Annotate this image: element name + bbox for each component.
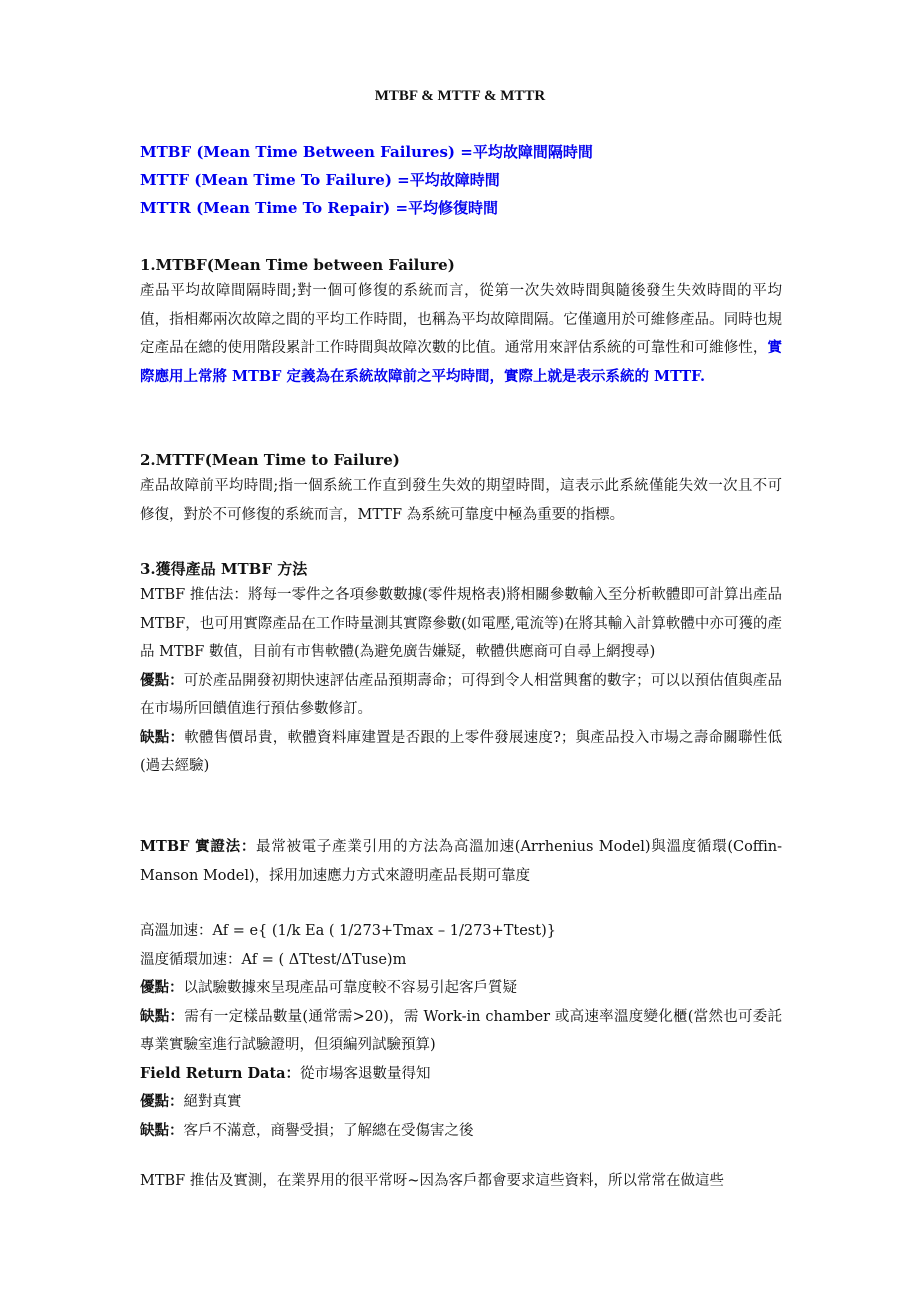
definition-mttr: MTTR (Mean Time To Repair) =平均修復時間 <box>140 199 499 217</box>
pros-text: 可於產品開發初期快速評估產品預期壽命；可得到令人相當興奮的數字；可以以預估值與產品在市場所回饋值進行預估參數修訂。 <box>140 672 782 717</box>
section-heading: 3.獲得產品 MTBF 方法 <box>140 560 308 578</box>
empirical-text: 最常被電子產業引用的方法為高溫加速(Arrhenius Model)與溫度循環(Coffin-Manson Model)，採用加速應力方式來證明產品長期可靠度 <box>140 839 782 884</box>
formula-temp-cycle: 溫度循環加速：Af = ( ΔTtest/ΔTuse)m <box>140 951 407 968</box>
cons-text: 需有一定樣品數量(通常需>20)，需 Work-in chamber 或高速率溫度變化櫃(當然也可委託專業實驗室進行試驗證明，但須編列試驗預算) <box>140 1008 782 1053</box>
cons-line <box>140 1117 782 1146</box>
pros-text: 絕對真實 <box>183 1094 242 1110</box>
definition-mtbf: MTBF (Mean Time Between Failures) =平均故障間隔時間 <box>140 143 593 161</box>
empirical-label: MTBF 實證法： <box>140 838 257 855</box>
cons-paragraph <box>140 1003 782 1060</box>
definition-mttf: MTTF (Mean Time To Failure) =平均故障時間 <box>140 171 500 189</box>
formula-high-temp: 高溫加速：Af = e{ (1/k Ea ( 1/273+Tmax – 1/273+Ttest)} <box>140 923 556 939</box>
document-title: MTBF & MTTF & MTTR <box>374 88 546 104</box>
cons-label: 缺點： <box>140 728 185 746</box>
pros-paragraph <box>140 667 782 724</box>
field-return-text: 從市場客退數量得知 <box>300 1065 431 1082</box>
section-closing <box>140 1167 782 1196</box>
pros-label: 優點： <box>140 671 184 689</box>
cons-text: 客戶不滿意，商譽受損；了解總在受傷害之後 <box>183 1122 474 1139</box>
section-paragraph <box>140 277 782 391</box>
section-heading: 2.MTTF(Mean Time to Failure) <box>140 451 400 469</box>
section-paragraph: 產品故障前平均時間;指一個系統工作直到發生失效的期望時間，這表示此系統僅能失效一次且不可修復，對於不可修復的系統而言，MTTF 為系統可靠度中極為重要的指標。 <box>140 478 782 523</box>
paragraph-text: 產品平均故障間隔時間;對一個可修復的系統而言，從第一次失效時間與隨後發生失效時間的平均值，指相鄰兩次故障之間的平均工作時間，也稱為平均故障間隔。它僅適用於可維修產品。同時也規定產品在總的使用階段累計工作時間與故障次數的比值。通常用來評估系統的可靠性和可維修性， <box>140 283 782 356</box>
cons-label: 缺點： <box>140 1007 185 1025</box>
cons-label: 缺點： <box>140 1121 184 1139</box>
field-return-line <box>140 1060 782 1089</box>
section-formulas <box>140 917 782 1145</box>
closing-text: MTBF 推估及實測，在業界用的很平常呀~因為客戶都會要求這些資料，所以常常在做這些 <box>140 1173 724 1189</box>
definitions-list <box>140 141 593 225</box>
section-empirical <box>140 833 782 890</box>
field-return-label: Field Return Data： <box>140 1064 301 1082</box>
pros-line <box>140 1088 782 1117</box>
pros-label: 優點： <box>140 1093 184 1110</box>
section-methods <box>140 557 782 781</box>
cons-text: 軟體售價昂貴，軟體資料庫建置是否跟的上零件發展速度?；與產品投入市場之壽命關聯性低(過去經驗) <box>140 729 782 774</box>
section-mtbf <box>140 253 782 391</box>
empirical-paragraph <box>140 833 782 890</box>
cons-paragraph <box>140 724 782 781</box>
pros-paragraph <box>140 974 782 1003</box>
highlight-text: 實際應用上常將 MTBF 定義為在系統故障前之平均時間，實際上就是表示系統的 MTTF. <box>140 339 782 385</box>
section-paragraph: MTBF 推估法：將每一零件之各項參數數據(零件規格表)將相關參數輸入至分析軟體即可計算出產品 MTBF，也可用實際產品在工作時量測其實際參數(如電壓,電流等)在將其輸入計算軟體中亦可獲的產品 MTBF 數值，目前有市售軟體(為避免廣告嫌疑，軟體供應商可自尋上網搜尋) <box>140 587 782 660</box>
pros-text: 以試驗數據來呈現產品可靠度較不容易引起客戶質疑 <box>183 980 517 996</box>
pros-label: 優點： <box>140 979 184 996</box>
section-mttf <box>140 448 782 529</box>
section-heading: 1.MTBF(Mean Time between Failure) <box>140 256 455 274</box>
